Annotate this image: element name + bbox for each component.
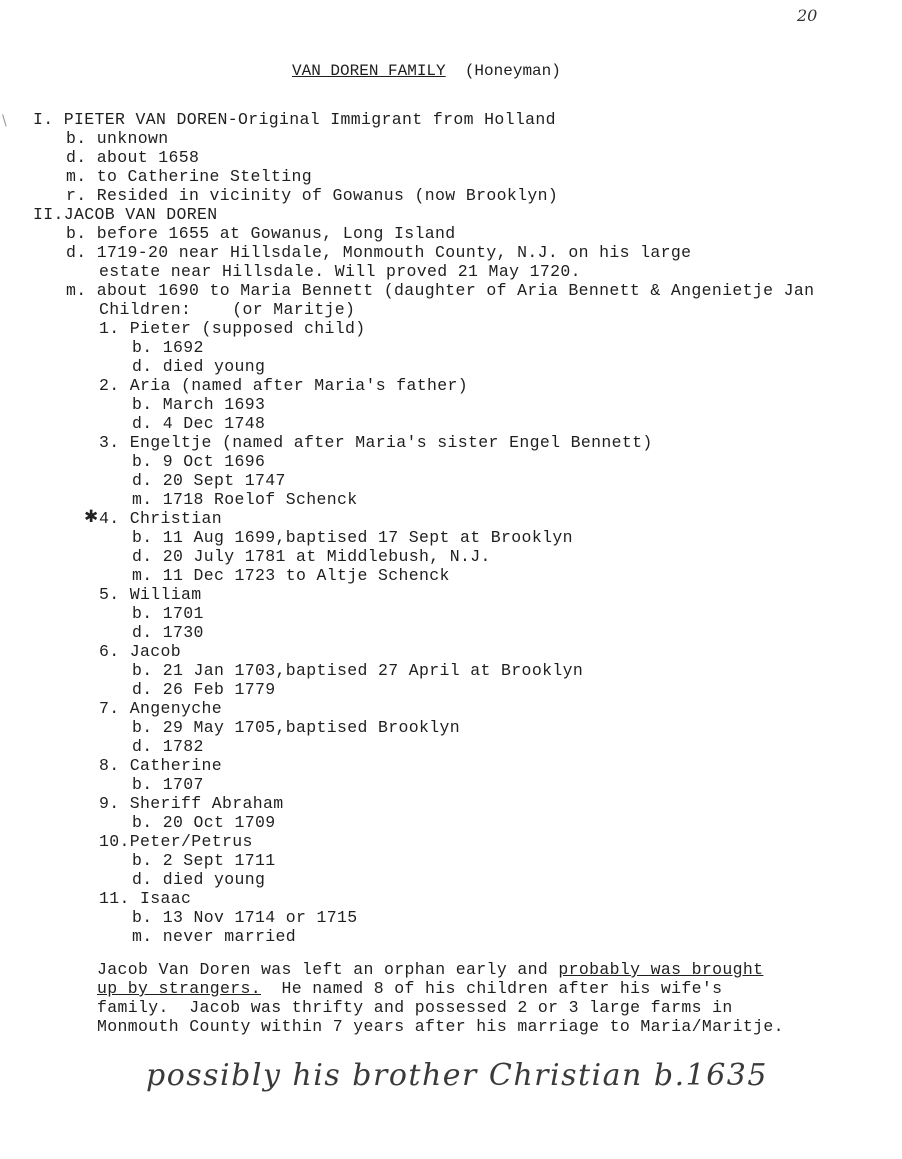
paragraph-line-4: Monmouth County within 7 years after his marriage to Maria/Maritje. bbox=[97, 1017, 784, 1036]
title-main: VAN DOREN FAMILY bbox=[292, 62, 446, 80]
paragraph-underlined-1: probably was brought bbox=[558, 960, 764, 979]
gen-heading-pieter: I. PIETER VAN DOREN-Original Immigrant from Holland bbox=[33, 110, 556, 129]
child-3-name: 3. Engeltje (named after Maria's sister Engel Bennett) bbox=[99, 433, 653, 452]
paragraph-line-1-text: Jacob Van Doren was left an orphan early and bbox=[97, 960, 559, 979]
child-1-died: d. died young bbox=[132, 357, 266, 376]
child-8-name: 8. Catherine bbox=[99, 756, 223, 775]
pieter-resided: r. Resided in vicinity of Gowanus (now Brooklyn) bbox=[66, 186, 559, 205]
handwritten-note: possibly his brother Christian b.1635 bbox=[146, 1058, 768, 1093]
child-6-name: 6. Jacob bbox=[99, 642, 182, 661]
page-number: 20 bbox=[797, 6, 818, 25]
paragraph-line-1 bbox=[97, 960, 877, 979]
child-2-born: b. March 1693 bbox=[132, 395, 266, 414]
child-2-name: 2. Aria (named after Maria's father) bbox=[99, 376, 469, 395]
child-1-born: b. 1692 bbox=[132, 338, 204, 357]
gen-heading-jacob: II.JACOB VAN DOREN bbox=[33, 205, 218, 224]
jacob-married: m. about 1690 to Maria Bennett (daughter of Aria Bennett & Angenietje Jan bbox=[66, 281, 815, 300]
paragraph-line-2 bbox=[97, 979, 877, 998]
child-3-died: d. 20 Sept 1747 bbox=[132, 471, 286, 490]
child-11-name: 11. Isaac bbox=[99, 889, 192, 908]
child-4-married: m. 11 Dec 1723 to Altje Schenck bbox=[132, 566, 450, 585]
child-1-name: 1. Pieter (supposed child) bbox=[99, 319, 366, 338]
pieter-born: b. unknown bbox=[66, 129, 169, 148]
child-8-born: b. 1707 bbox=[132, 775, 204, 794]
child-4-name: 4. Christian bbox=[99, 509, 223, 528]
jacob-died: d. 1719-20 near Hillsdale, Monmouth County, N.J. on his large bbox=[66, 243, 692, 262]
child-3-born: b. 9 Oct 1696 bbox=[132, 452, 266, 471]
paragraph-line-3: family. Jacob was thrifty and possessed 2 or 3 large farms in bbox=[97, 998, 733, 1017]
child-4-died: d. 20 July 1781 at Middlebush, N.J. bbox=[132, 547, 491, 566]
pieter-died: d. about 1658 bbox=[66, 148, 200, 167]
child-6-died: d. 26 Feb 1779 bbox=[132, 680, 276, 699]
title-sub: (Honeyman) bbox=[464, 62, 561, 80]
child-10-born: b. 2 Sept 1711 bbox=[132, 851, 276, 870]
margin-mark-icon: \ bbox=[2, 113, 7, 129]
child-9-name: 9. Sheriff Abraham bbox=[99, 794, 284, 813]
star-icon: ✱ bbox=[84, 507, 99, 527]
children-heading: Children: (or Maritje) bbox=[99, 300, 356, 319]
child-9-born: b. 20 Oct 1709 bbox=[132, 813, 276, 832]
child-4-born: b. 11 Aug 1699,baptised 17 Sept at Brooklyn bbox=[132, 528, 573, 547]
child-11-born: b. 13 Nov 1714 or 1715 bbox=[132, 908, 358, 927]
pieter-married: m. to Catherine Stelting bbox=[66, 167, 313, 186]
document-title bbox=[292, 62, 561, 80]
child-10-name: 10.Peter/Petrus bbox=[99, 832, 253, 851]
child-11-married: m. never married bbox=[132, 927, 297, 946]
paragraph-underlined-2: up by strangers. bbox=[97, 979, 262, 998]
child-5-born: b. 1701 bbox=[132, 604, 204, 623]
summary-paragraph bbox=[97, 960, 877, 1036]
paragraph-line-2-text: He named 8 of his children after his wife's bbox=[261, 979, 723, 998]
jacob-born: b. before 1655 at Gowanus, Long Island bbox=[66, 224, 456, 243]
child-2-died: d. 4 Dec 1748 bbox=[132, 414, 266, 433]
child-7-born: b. 29 May 1705,baptised Brooklyn bbox=[132, 718, 461, 737]
child-6-born: b. 21 Jan 1703,baptised 27 April at Brooklyn bbox=[132, 661, 584, 680]
child-3-married: m. 1718 Roelof Schenck bbox=[132, 490, 358, 509]
jacob-died-cont: estate near Hillsdale. Will proved 21 May 1720. bbox=[99, 262, 581, 281]
child-10-died: d. died young bbox=[132, 870, 266, 889]
child-5-name: 5. William bbox=[99, 585, 202, 604]
child-7-name: 7. Angenyche bbox=[99, 699, 223, 718]
child-5-died: d. 1730 bbox=[132, 623, 204, 642]
child-7-died: d. 1782 bbox=[132, 737, 204, 756]
